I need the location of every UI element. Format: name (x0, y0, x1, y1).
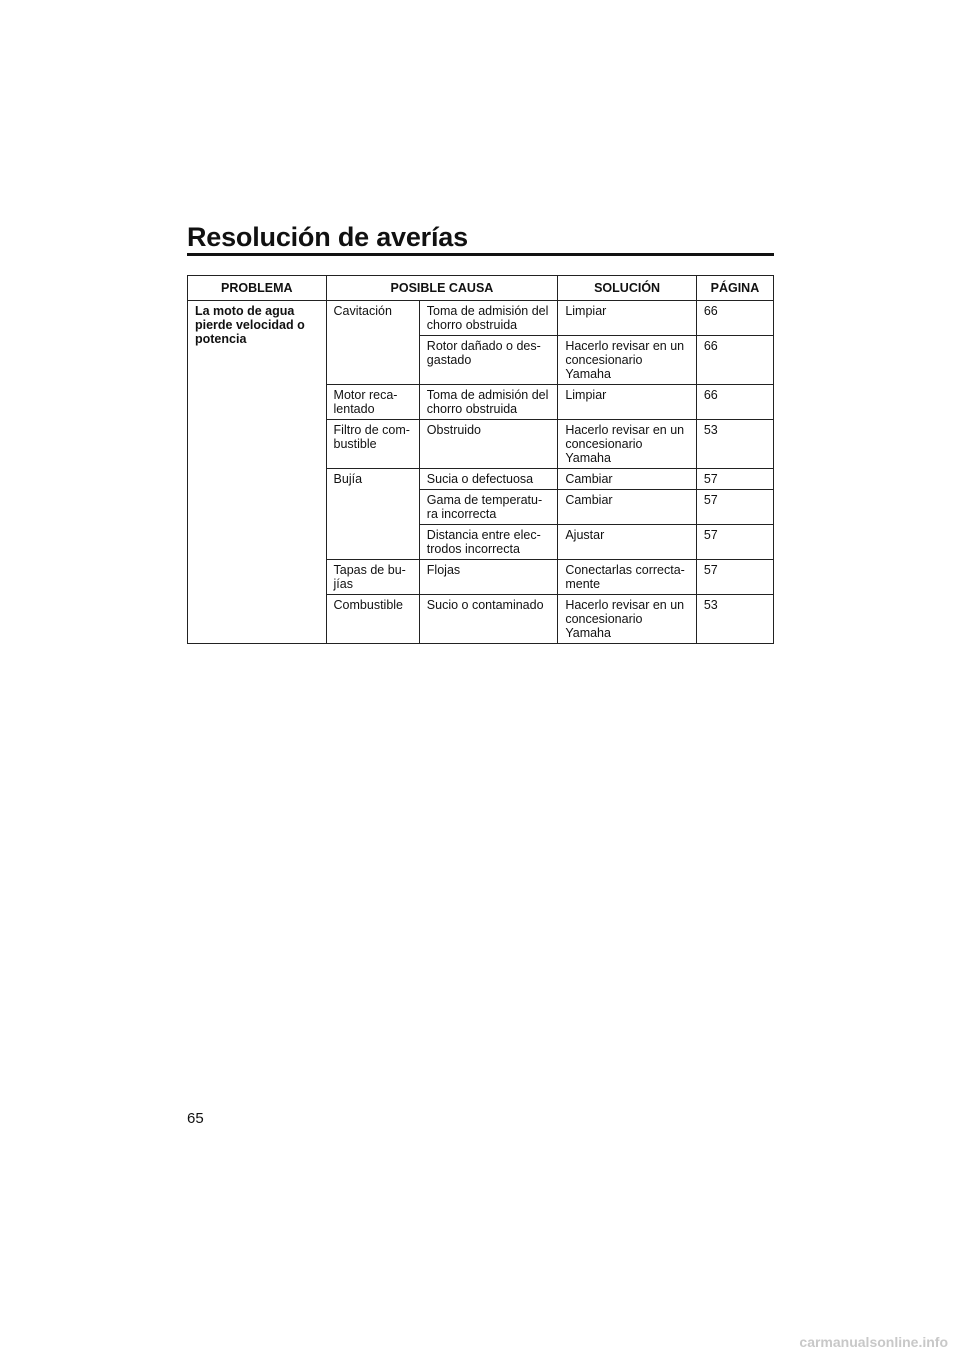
solution-cell: Hacerlo revisar en un concesionario Yamaha (558, 336, 697, 385)
page-title: Resolución de averías (187, 222, 468, 252)
header-cause: POSIBLE CAUSA (326, 276, 558, 301)
detail-cell: Distancia entre elec-trodos incorrecta (419, 525, 558, 560)
detail-cell: Gama de temperatu-ra incorrecta (419, 490, 558, 525)
cause-cell: Tapas de bu-jías (326, 560, 419, 595)
table-row (188, 301, 774, 336)
solution-cell: Ajustar (558, 525, 697, 560)
page-cell: 66 (696, 301, 773, 336)
page-cell: 57 (696, 560, 773, 595)
solution-cell: Cambiar (558, 490, 697, 525)
cause-cell: Combustible (326, 595, 419, 644)
detail-cell: Toma de admisión del chorro obstruida (419, 301, 558, 336)
solution-cell: Limpiar (558, 301, 697, 336)
page-cell: 57 (696, 525, 773, 560)
cause-cell: Cavitación (326, 301, 419, 385)
solution-cell: Hacerlo revisar en un concesionario Yamaha (558, 595, 697, 644)
title-rule (187, 253, 774, 256)
solution-cell: Hacerlo revisar en un concesionario Yamaha (558, 420, 697, 469)
header-problem: PROBLEMA (188, 276, 327, 301)
detail-cell: Obstruido (419, 420, 558, 469)
page-cell: 66 (696, 336, 773, 385)
cause-cell: Motor reca-lentado (326, 385, 419, 420)
solution-cell: Conectarlas correcta-mente (558, 560, 697, 595)
problem-cell: La moto de agua pierde velocidad o potencia (188, 301, 327, 644)
page-number: 65 (187, 1110, 204, 1127)
cause-cell: Filtro de com-bustible (326, 420, 419, 469)
solution-cell: Cambiar (558, 469, 697, 490)
table-header-row (188, 276, 774, 301)
page-cell: 66 (696, 385, 773, 420)
troubleshooting-table (187, 275, 774, 644)
watermark[interactable]: carmanualsonline.info (799, 1334, 948, 1350)
detail-cell: Sucia o defectuosa (419, 469, 558, 490)
detail-cell: Toma de admisión del chorro obstruida (419, 385, 558, 420)
page-cell: 53 (696, 420, 773, 469)
detail-cell: Rotor dañado o des-gastado (419, 336, 558, 385)
detail-cell: Flojas (419, 560, 558, 595)
header-solution: SOLUCIÓN (558, 276, 697, 301)
page-cell: 57 (696, 469, 773, 490)
page-cell: 57 (696, 490, 773, 525)
cause-cell: Bujía (326, 469, 419, 560)
page-cell: 53 (696, 595, 773, 644)
solution-cell: Limpiar (558, 385, 697, 420)
header-page: PÁGINA (696, 276, 773, 301)
detail-cell: Sucio o contaminado (419, 595, 558, 644)
